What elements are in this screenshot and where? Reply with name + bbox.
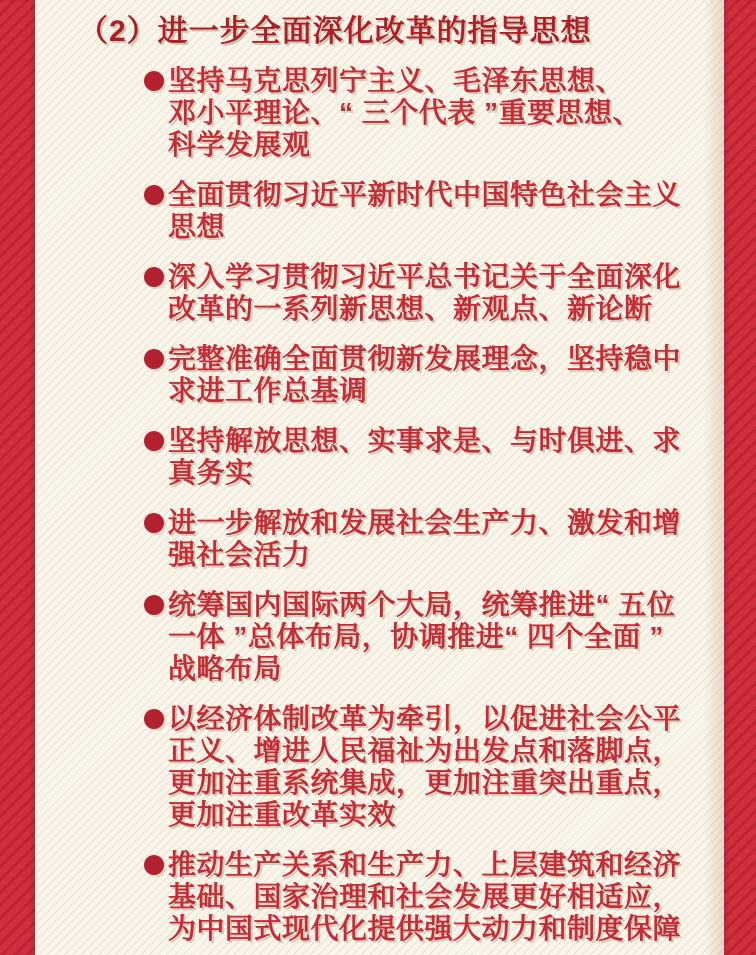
bullet-icon: [144, 431, 164, 451]
guiding-principles-list: [144, 65, 724, 945]
content-area: [78, 14, 724, 955]
bullet-line: 坚持解放思想、实事求是、与时俱进、求: [168, 425, 682, 456]
bullet-line: 邓小平理论、“ 三个代表 ”重要思想、: [168, 97, 642, 128]
bullet-icon: [144, 349, 164, 369]
bullet-line: 求进工作总基调: [168, 375, 368, 406]
list-item: [144, 589, 724, 685]
bullet-line: 战略布局: [168, 653, 283, 684]
list-item: [144, 261, 724, 325]
list-item: [144, 425, 724, 489]
bullet-line: 更加注重系统集成，更加注重突出重点，: [168, 767, 682, 798]
right-red-stripe-bar: [724, 0, 756, 955]
bullet-line: 一体 ”总体布局，协调推进“ 四个全面 ”: [168, 621, 664, 652]
bullet-line: 思想: [168, 211, 226, 242]
left-red-stripe-bar: [0, 0, 35, 955]
list-item: [144, 65, 724, 161]
bullet-icon: [144, 709, 164, 729]
bullet-line: 坚持马克思列宁主义、毛泽东思想、: [168, 65, 625, 96]
bullet-line: 深入学习贯彻习近平总书记关于全面深化: [168, 261, 682, 292]
bullet-line: 推动生产关系和生产力、上层建筑和经济: [168, 849, 682, 880]
bullet-line: 全面贯彻习近平新时代中国特色社会主义: [168, 179, 682, 210]
bullet-line: 以经济体制改革为牵引，以促进社会公平: [168, 703, 682, 734]
list-item: [144, 343, 724, 407]
bullet-icon: [144, 855, 164, 875]
bullet-line: 科学发展观: [168, 129, 311, 160]
bullet-icon: [144, 71, 164, 91]
bullet-line: 强社会活力: [168, 539, 311, 570]
bullet-line: 完整准确全面贯彻新发展理念，坚持稳中: [168, 343, 682, 374]
bullet-line: 改革的一系列新思想、新观点、新论断: [168, 293, 653, 324]
bullet-icon: [144, 185, 164, 205]
bullet-line: 统筹国内国际两个大局，统筹推进“ 五位: [168, 589, 676, 620]
bullet-line: 基础、国家治理和社会发展更好相适应，: [168, 881, 682, 912]
bullet-line: 进一步解放和发展社会生产力、激发和增: [168, 507, 682, 538]
bullet-line: 更加注重改革实效: [168, 799, 397, 830]
bullet-line: 为中国式现代化提供强大动力和制度保障: [168, 913, 682, 944]
list-item: [144, 507, 724, 571]
bullet-line: 正义、增进人民福祉为出发点和落脚点，: [168, 735, 682, 766]
bullet-icon: [144, 595, 164, 615]
list-item: [144, 849, 724, 945]
list-item: [144, 179, 724, 243]
section-title: （2）进一步全面深化改革的指导思想: [78, 15, 592, 48]
bullet-icon: [144, 267, 164, 287]
list-item: [144, 703, 724, 831]
bullet-line: 真务实: [168, 457, 254, 488]
bullet-icon: [144, 513, 164, 533]
